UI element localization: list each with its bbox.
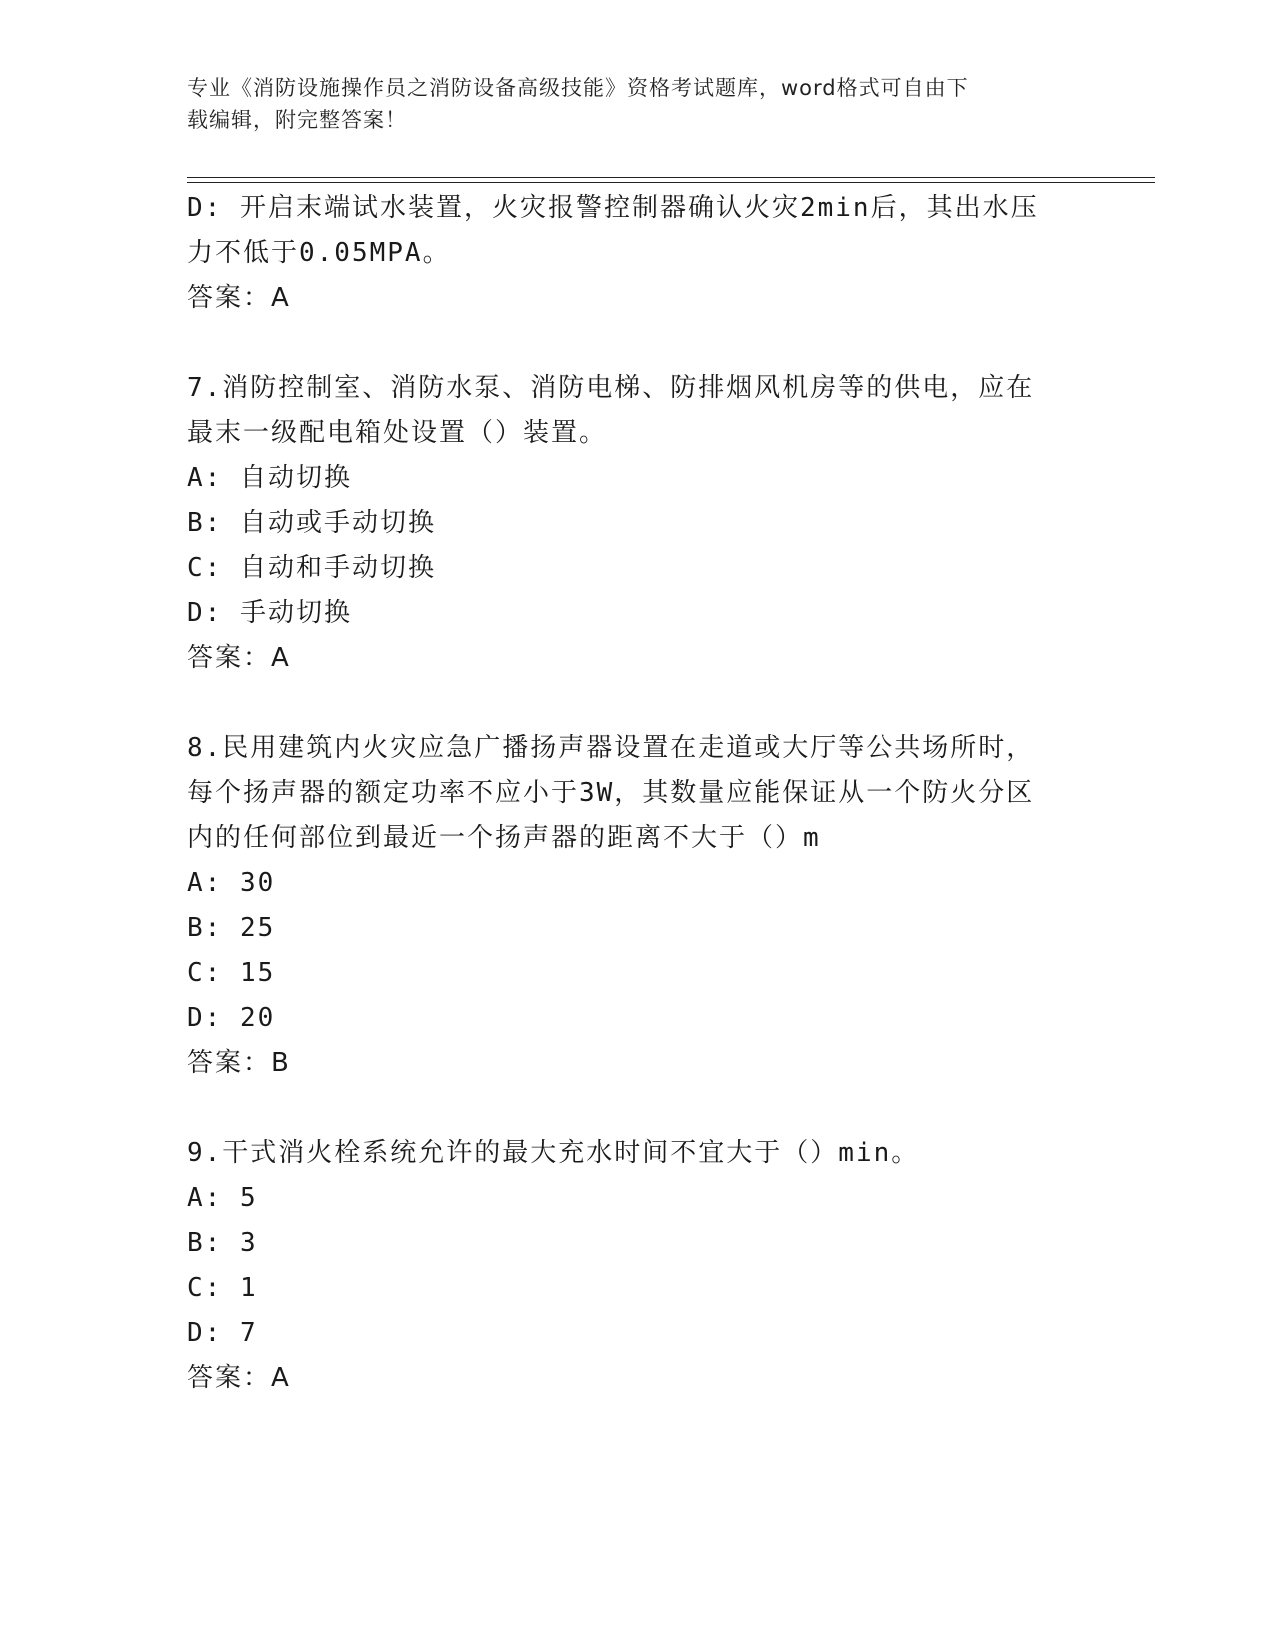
answer-8: 答案：B xyxy=(187,1048,291,1078)
question-8-option-d: D: 20 xyxy=(187,1003,276,1033)
option-d-line-1: D: 开启末端试水装置，火灾报警控制器确认火灾2min后，其出水压 xyxy=(187,193,1039,223)
question-7-stem-line-1: 7.消防控制室、消防水泵、消防电梯、防排烟风机房等的供电，应在 xyxy=(187,373,1035,403)
question-8-option-b: B: 25 xyxy=(187,913,276,943)
header-line-1: 专业《消防设施操作员之消防设备高级技能》资格考试题库，word格式可自由下 xyxy=(187,76,969,100)
question-9-option-c: C: 1 xyxy=(187,1273,258,1303)
option-d-line-2: 力不低于0.05MPA。 xyxy=(187,238,451,268)
question-8-stem-line-3: 内的任何部位到最近一个扬声器的距离不大于（）m xyxy=(187,823,821,853)
header-divider-bottom xyxy=(187,182,1155,183)
question-7-option-a: A: 自动切换 xyxy=(187,463,352,493)
answer-9: 答案：A xyxy=(187,1363,291,1393)
question-list xyxy=(187,186,1067,1401)
question-9-option-d: D: 7 xyxy=(187,1318,258,1348)
question-8-stem-line-1: 8.民用建筑内火灾应急广播扬声器设置在走道或大厅等公共场所时， xyxy=(187,733,1035,763)
question-9-option-a: A: 5 xyxy=(187,1183,258,1213)
header-line-2: 载编辑，附完整答案！ xyxy=(187,108,407,132)
question-9 xyxy=(187,1131,1067,1401)
answer-6: 答案：A xyxy=(187,283,291,313)
document-header xyxy=(187,72,1067,136)
question-8-option-a: A: 30 xyxy=(187,868,276,898)
question-8-option-c: C: 15 xyxy=(187,958,276,988)
header-divider-top xyxy=(187,177,1155,178)
question-7 xyxy=(187,366,1067,681)
question-8 xyxy=(187,726,1067,1086)
question-6-fragment xyxy=(187,186,1067,321)
answer-7: 答案：A xyxy=(187,643,291,673)
question-7-stem-line-2: 最末一级配电箱处设置（）装置。 xyxy=(187,418,608,448)
question-9-stem-line-1: 9.干式消火栓系统允许的最大充水时间不宜大于（）min。 xyxy=(187,1138,920,1168)
question-9-option-b: B: 3 xyxy=(187,1228,258,1258)
question-7-option-b: B: 自动或手动切换 xyxy=(187,508,436,538)
question-7-option-c: C: 自动和手动切换 xyxy=(187,553,436,583)
question-7-option-d: D: 手动切换 xyxy=(187,598,352,628)
question-8-stem-line-2: 每个扬声器的额定功率不应小于3W，其数量应能保证从一个防火分区 xyxy=(187,778,1035,808)
